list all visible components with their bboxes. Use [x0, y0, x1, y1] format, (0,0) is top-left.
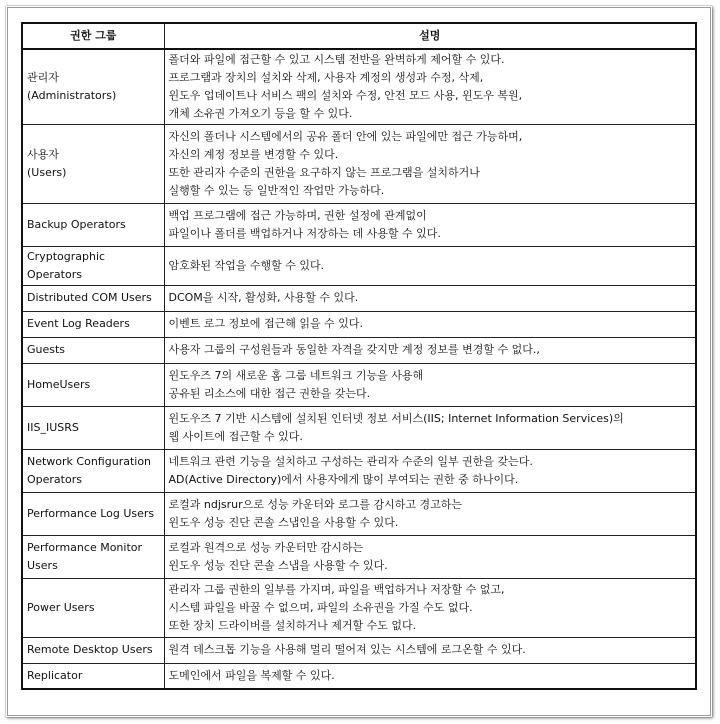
table-row [22, 449, 696, 492]
group-name-cell: Backup Operators [22, 203, 164, 246]
table-row [22, 203, 696, 246]
description-cell: 사용자 그룹의 구성원들과 동일한 자격을 갖지만 계정 정보를 변경할 수 없다., [164, 337, 696, 363]
group-name-cell: Network Configuration Operators [22, 449, 164, 492]
table-row [22, 285, 696, 311]
column-header-description: 설명 [164, 23, 696, 49]
description-cell: 로컬과 원격으로 성능 카운터만 감시하는 윈도우 성능 진단 콘솔 스냅을 사용할 수 있다. [164, 535, 696, 578]
group-name-cell: Event Log Readers [22, 311, 164, 337]
group-name-cell: Cryptographic Operators [22, 246, 164, 285]
group-name-cell: Remote Desktop Users [22, 637, 164, 663]
description-cell: DCOM을 시작, 활성화, 사용할 수 있다. [164, 285, 696, 311]
description-cell: 도메인에서 파일을 복제할 수 있다. [164, 663, 696, 689]
description-cell: 관리자 그룹 권한의 일부를 가지며, 파일을 백업하거나 저장할 수 없고, 시스템 파일을 바꿀 수 없으며, 파일의 소유권을 가질 수도 없다. 또한 장치 드라이버를 설치하거나 제거할 수도 없다. [164, 578, 696, 637]
column-header-group: 권한 그룹 [22, 23, 164, 49]
description-cell: 네트워크 관련 기능을 설치하고 구성하는 관리자 수준의 일부 권한을 갖는다. AD(Active Directory)에서 사용자에게 많이 부여되는 권한 중 하나이다. [164, 449, 696, 492]
table-row [22, 578, 696, 637]
description-cell: 윈도우즈 7의 새로운 홈 그룹 네트워크 기능을 사용해 공유된 리소스에 대한 접근 권한을 갖는다. [164, 363, 696, 406]
table-row [22, 492, 696, 535]
description-cell: 로컬과 ndjsrur으로 성능 카운터와 로그를 감시하고 경고하는 윈도우 성능 진단 콘솔 스냅인을 사용할 수 있다. [164, 492, 696, 535]
group-name-cell: Power Users [22, 578, 164, 637]
table-row [22, 535, 696, 578]
group-name-cell: Replicator [22, 663, 164, 689]
group-name-cell: IIS_IUSRS [22, 406, 164, 449]
table-header-row [22, 23, 696, 49]
table-row [22, 311, 696, 337]
description-cell: 폴더와 파일에 접근할 수 있고 시스템 전반을 완벽하게 제어할 수 있다. 프로그램과 장치의 설치와 삭제, 사용자 계정의 생성과 수정, 삭제, 윈도우 업데이트나 서비스 팩의 설치와 수정, 안전 모드 사용, 윈도우 복원, 개체 소유권 가져오기 등을 할 수 있다. [164, 49, 696, 124]
group-name-cell: HomeUsers [22, 363, 164, 406]
group-name-cell: 관리자 (Administrators) [22, 49, 164, 124]
table-row [22, 363, 696, 406]
group-name-cell: 사용자 (Users) [22, 124, 164, 203]
description-cell: 원격 데스크톱 기능을 사용해 멀리 떨어져 있는 시스템에 로그온할 수 있다. [164, 637, 696, 663]
table-row [22, 406, 696, 449]
table-row [22, 637, 696, 663]
table-row [22, 124, 696, 203]
table-row [22, 49, 696, 124]
table-row [22, 246, 696, 285]
group-name-cell: Distributed COM Users [22, 285, 164, 311]
table-row [22, 337, 696, 363]
description-cell: 암호화된 작업을 수행할 수 있다. [164, 246, 696, 285]
description-cell: 윈도우즈 7 기반 시스템에 설치된 인터넷 정보 서비스(IIS; Internet Information Services)의 웹 사이트에 접근할 수 있다. [164, 406, 696, 449]
group-name-cell: Performance Log Users [22, 492, 164, 535]
group-name-cell: Performance Monitor Users [22, 535, 164, 578]
group-name-cell: Guests [22, 337, 164, 363]
description-cell: 자신의 폴더나 시스템에서의 공유 폴더 안에 있는 파일에만 접근 가능하며, 자신의 계정 정보를 변경할 수 있다. 또한 관리자 수준의 권한을 요구하지 않는 프로그램을 설치하거나 실행할 수 있는 등 일반적인 작업만 가능하다. [164, 124, 696, 203]
permission-groups-table [21, 22, 697, 690]
description-cell: 백업 프로그램에 접근 가능하며, 권한 설정에 관계없이 파일이나 폴더를 백업하거나 저장하는 데 사용할 수 있다. [164, 203, 696, 246]
description-cell: 이벤트 로그 정보에 접근해 읽을 수 있다. [164, 311, 696, 337]
table-row [22, 663, 696, 689]
